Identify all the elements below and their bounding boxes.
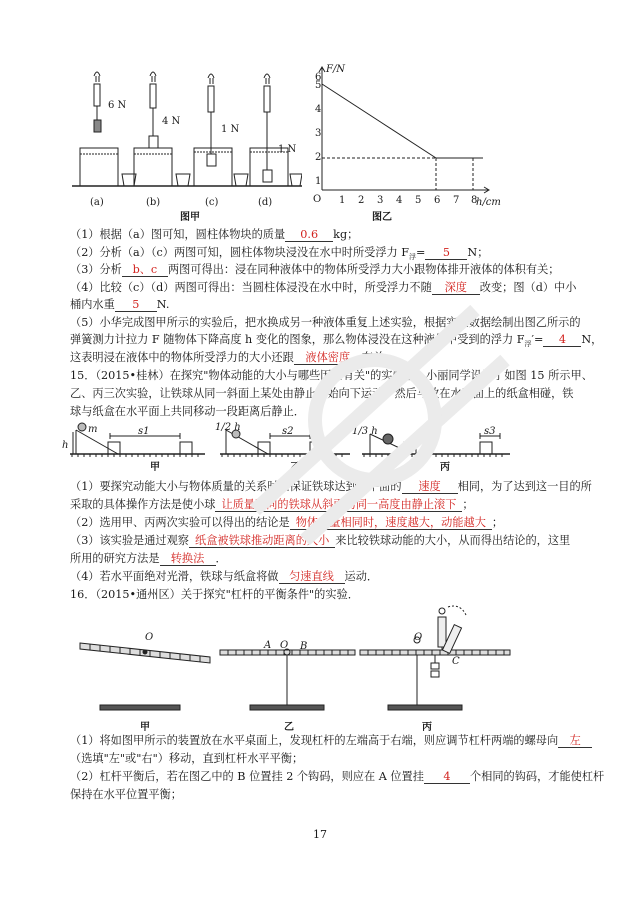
q16-answer-3: （2）杠杆平衡后，若在图乙中的 B 位置挂 2 个钩码，则应在 A 位置挂 4 个相同的钩码，才能使杠杆 (70, 770, 605, 783)
q14-line-2: （2）分析（a）（c）两图可知，圆柱体物块浸没在水中时所受浮力 $F_浮= 5$ N； (70, 246, 489, 262)
fig15-label-jia: 甲 (150, 462, 160, 473)
graph-x-tick-4: 4 (396, 195, 403, 206)
answer-blank: 让质量不同的铁球从斜面的同一高度由静止滚下 (215, 499, 462, 512)
graph-x-axis-label: h/cm (476, 197, 501, 208)
fig15-mass-label: m (88, 424, 98, 435)
fig15-label-yi: 乙 (290, 462, 300, 473)
answer-blank: 速度 (402, 481, 458, 494)
q16-answer-2: （选填"左"或"右"）移动，直到杠杆水平平衡； (70, 752, 304, 765)
q16-answer-1: （1）将如图甲所示的装置放在水平桌面上，发现杠杆的左端高于右端，则应调节杠杆两端的螺母向 左 (70, 734, 585, 748)
graph-y-axis-label: F/N (326, 64, 346, 75)
answer-blank: b、c (122, 264, 168, 277)
graph-y-tick-1: 1 (315, 176, 322, 187)
q14-line-8: 这表明浸在液体中的物体所受浮力的大小还跟 液体密度 有关. (70, 351, 388, 364)
fig16-point-b: B (300, 641, 308, 652)
panel-label-b: (b) (146, 197, 161, 208)
q15-stem-2: 乙、丙三次实验，让铁球从同一斜面上某处由静止开始向下运动，然后与放在水平面上的纸盒相碰，铁 (70, 387, 574, 400)
figure-jia-buoyancy (72, 62, 302, 197)
figure-yi-graph (308, 62, 498, 207)
q16-answer-4: 保持在水平位置平衡； (70, 788, 182, 801)
answer-blank: 深度 (432, 282, 480, 295)
fig15-s2-label: s2 (282, 426, 294, 437)
answer-blank: 匀速直线 (279, 571, 345, 584)
q14-line-1: （1）根据（a）图可知，圆柱体物块的质量 0.6 kg； (70, 228, 359, 241)
q15-stem-1: 15．（2015•桂林）在探究"物体动能的大小与哪些因素有关"的实验中，小丽同学设计了如图 15 所示甲、 (70, 369, 593, 382)
answer-blank: 纸盒被铁球推动距离的大小 (189, 535, 335, 548)
graph-x-tick-3: 3 (377, 195, 384, 206)
graph-x-tick-6: 6 (434, 195, 441, 206)
fig16-label-yi: 乙 (284, 722, 294, 733)
fig15-height-label: h (62, 440, 69, 451)
caption-jia: 图甲 (180, 212, 200, 223)
graph-origin: O (313, 194, 322, 205)
q16-stem: 16．（2015•通州区）关于探究"杠杆的平衡条件"的实验． (70, 588, 359, 601)
graph-x-tick-5: 5 (415, 195, 422, 206)
fig16-point-o-bing: O (414, 632, 423, 643)
answer-blank: 4 (424, 771, 470, 784)
graph-y-tick-3: 3 (315, 128, 322, 139)
panel-label-a: (a) (90, 197, 104, 208)
q15-stem-3: 球与纸盒在水平面上共同移动一段距离后静止． (70, 405, 305, 418)
page-number: 17 (313, 828, 327, 841)
q15-answer-2: 采取的具体操作方法是使小球 让质量不同的铁球从斜面的同一高度由静止滚下 ； (70, 498, 474, 511)
fig15-label-bing: 丙 (440, 462, 450, 473)
q15-answer-3: （2）选用甲、丙两次实验可以得出的结论是 物体质量相同时，速度越大，动能越大 ； (70, 516, 504, 529)
graph-y-tick-6: 6 (315, 72, 322, 83)
answer-blank: 左 (558, 735, 592, 748)
answer-blank: 0.6 (285, 229, 333, 242)
q14-line-5: 桶内水重 5 N. (70, 298, 170, 311)
q15-answer-5: 所用的研究方法是 转换法 ． (70, 552, 227, 565)
fig15-s3-label: s3 (484, 426, 496, 437)
fig16-point-o-jia: O (145, 632, 154, 643)
fig16-point-a: A (264, 640, 272, 651)
force-label-b: 4 N (162, 116, 181, 127)
force-label-a: 6 N (108, 100, 127, 111)
graph-x-tick-2: 2 (358, 195, 365, 206)
force-label-c: 1 N (221, 124, 240, 135)
graph-y-tick-2: 2 (315, 152, 322, 163)
q14-line-6: （5）小华完成图甲所示的实验后，把水换成另一种液体重复上述实验，根据实验数据绘制出图乙所示的 (70, 316, 581, 329)
fig16-point-o-yi: O (280, 640, 289, 651)
answer-blank: 4 (543, 334, 581, 347)
answer-blank: 液体密度 (294, 352, 362, 365)
answer-blank: 5 (115, 299, 157, 312)
q15-answer-6: （4）若水平面绝对光滑，铁球与纸盒将做 匀速直线 运动． (70, 570, 379, 583)
q14-line-4: （4）比较（c）（d）两图可得出：当圆柱体浸没在水中时，所受浮力不随 深度 改变；图（d）中小 (70, 281, 577, 294)
fig15-s1-label: s1 (138, 426, 150, 437)
fig15-third-height-label: 1/3 h (352, 426, 378, 437)
fig16-point-c: C (452, 656, 460, 667)
graph-x-tick-1: 1 (339, 195, 346, 206)
force-label-d: 1 N (278, 144, 297, 155)
q15-answer-4: （3）该实验是通过观察 纸盒被铁球推动距离的大小 来比较铁球动能的大小，从而得出结论的，这里 (70, 534, 571, 547)
panel-label-c: (c) (205, 197, 219, 208)
graph-y-tick-5: 5 (315, 80, 322, 91)
fig16-label-bing: 丙 (422, 722, 432, 733)
q14-line-7: 弹簧测力计拉力 F 随物体下降高度 h 变化的图象，那么物体浸没在这种液体中受到的浮力 $F_浮'= 4$ N， (70, 333, 603, 349)
q15-answer-1: （1）要探究动能大小与物体质量的关系时应保证铁球达到水平面的 速度 相同，为了达到这一目的所 (70, 480, 592, 493)
fig16-label-jia: 甲 (140, 722, 150, 733)
answer-blank: 5 (425, 247, 467, 260)
graph-x-tick-7: 7 (453, 195, 460, 206)
fig15-half-height-label: 1/2 h (215, 422, 241, 433)
panel-label-d: (d) (258, 197, 273, 208)
answer-blank: 转换法 (160, 553, 216, 566)
caption-yi: 图乙 (372, 212, 392, 223)
answer-blank: 物体质量相同时，速度越大，动能越大 (290, 517, 492, 530)
graph-x-tick-8: 8 (471, 195, 478, 206)
q14-line-3: （3）分析 b、c 两图可得出：浸在同种液体中的物体所受浮力大小跟物体排开液体的体积有关； (70, 263, 560, 276)
graph-y-tick-4: 4 (315, 104, 322, 115)
